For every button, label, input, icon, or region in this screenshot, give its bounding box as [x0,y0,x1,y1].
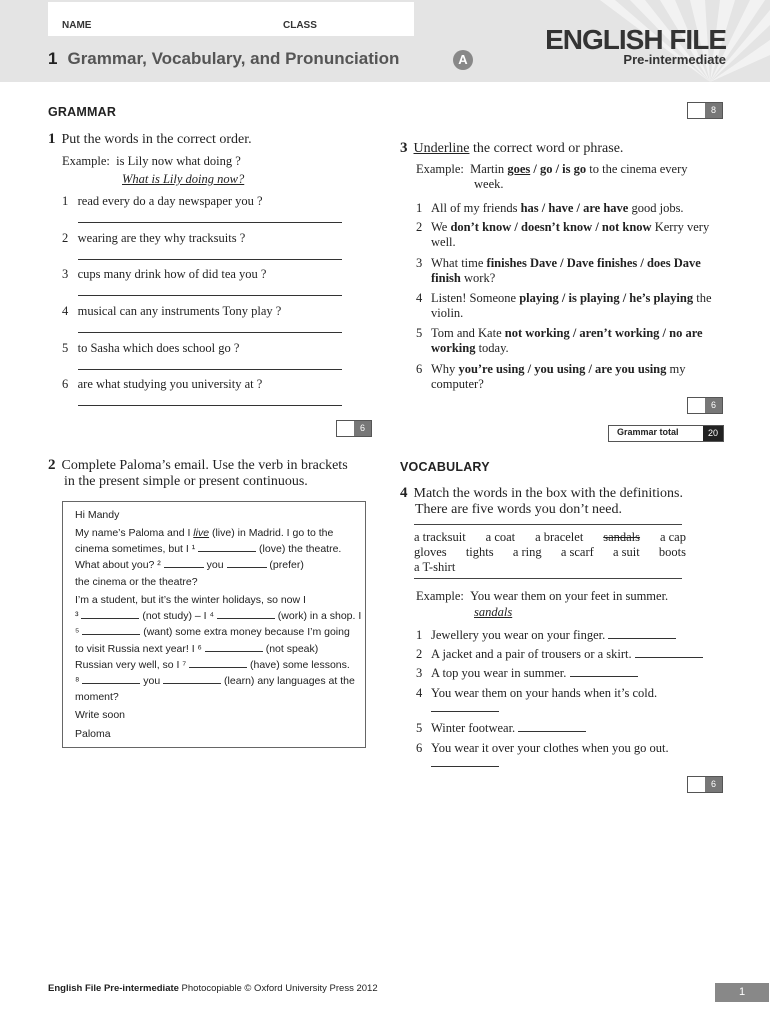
email-paragraph-1 [75,525,363,590]
text: today. [475,341,509,355]
answer-line[interactable] [78,332,342,333]
q4-example [416,589,668,604]
text: good jobs. [628,201,684,215]
item-text: musical can any instruments Tony play ? [77,304,282,318]
q4-item [416,647,726,662]
word-option: a coat [485,530,516,544]
item-number: 6 [416,362,423,376]
q3-item [416,256,726,286]
text: I’m a student, but it’s the winter holidays, so now I [75,594,306,606]
q4-example-answer: sandals [474,605,513,619]
answer-line[interactable] [608,628,676,639]
q3-item [416,220,726,250]
item-text: Jewellery you wear on your finger. [431,628,606,642]
vocabulary-heading: VOCABULARY [400,460,490,474]
text: Martin [470,162,508,176]
name-class-box [48,2,414,36]
text: to the cinema every [586,162,688,176]
example-options: / go / is go [530,162,587,176]
word-box-top-rule [414,524,682,525]
text: (work) in a shop. I [274,610,362,623]
gap-blank[interactable] [198,542,256,552]
word-option: a bracelet [535,530,584,544]
text: My name’s Paloma and I [75,527,194,539]
text: We [431,220,451,234]
word-box-bottom-rule [414,578,682,579]
footer-copyright [48,983,378,994]
q3-item [416,291,726,321]
word-row [414,545,686,560]
score-value: 6 [354,421,371,436]
item-number: 3 [416,256,423,270]
item-number: 2 [416,647,423,661]
answer-line[interactable] [518,721,586,732]
q1-item [62,377,262,392]
text: ⁵ [75,626,80,639]
q2-number: 2 [48,457,56,473]
q4-number: 4 [400,485,408,501]
example-text: You wear them on your feet in summer. [470,589,669,603]
answer-line[interactable] [431,701,499,712]
item-number: 5 [416,326,423,340]
item-number: 6 [416,741,423,755]
q2-instruction-line2: in the present simple or present continuous. [64,474,308,489]
item-number: 4 [416,686,423,700]
text: (prefer) [266,559,304,572]
q3-instruction-text: the correct word or phrase. [469,141,624,156]
q2-instruction [48,457,378,490]
q3-item [416,326,726,356]
name-label: NAME [62,20,92,31]
word-option: a T-shirt [414,560,456,574]
score-value: 6 [705,777,722,792]
option-choices[interactable]: don’t know / doesn’t know / not know [450,220,652,234]
q1-number: 1 [48,131,56,147]
word-row [414,560,686,575]
text: Kerry very well. [431,220,710,249]
q4-score [687,776,723,793]
q1-instruction-text: Put the words in the correct order. [61,132,252,147]
item-text: A jacket and a pair of trousers or a skirt. [431,647,632,661]
q1-item [62,231,245,246]
text: (learn) any languages at the [221,675,355,688]
item-number: 1 [62,194,69,208]
example-words: is Lily now what doing ? [116,154,241,168]
text: my computer? [431,362,686,391]
item-number: 3 [416,666,423,680]
gap-blank[interactable] [189,658,247,668]
option-choices[interactable]: has / have / are have [520,201,629,215]
example-answer: goes [507,162,531,176]
text: (not speak) [262,642,319,655]
item-number: 5 [62,341,69,355]
answer-line[interactable] [635,647,703,658]
word-option: a tracksuit [414,530,466,544]
unit-number: 1 [48,49,58,68]
score-value: 6 [705,398,722,413]
item-number: 2 [416,220,423,234]
answer-line[interactable] [78,405,342,406]
item-text: Winter footwear. [431,721,516,735]
gap-blank[interactable] [227,558,267,568]
answer-line[interactable] [78,259,342,260]
email-name: Paloma [75,728,111,740]
item-text: You wear it over your clothes when you go out. [431,741,669,755]
q4-item [416,628,726,643]
q1-instruction [48,131,252,148]
item-number: 1 [416,628,423,642]
email-paragraph-2 [75,592,363,705]
score-value: 8 [705,103,722,118]
email-greeting: Hi Mandy [75,509,120,521]
text: Listen! Someone [431,291,520,305]
option-choices[interactable]: you’re using / you using / are you using [458,362,667,376]
q1-item [62,267,266,282]
footer-book: English File Pre-intermediate [48,983,179,994]
grammar-total-score: 20 [703,426,723,441]
text: (love) the theatre. [256,543,342,556]
word-option: a ring [512,545,542,559]
q2-instruction-line1: Complete Paloma’s email. Use the verb in brackets [61,458,348,473]
book-title: ENGLISH FILE [545,24,726,55]
q3-underline-word: Underline [413,141,470,156]
q3-item [416,362,726,392]
text: Tom and Kate [431,326,505,340]
text: Russian very well, so I ⁷ [75,658,187,671]
example-label: Example: [416,589,464,603]
answer-line[interactable] [431,756,499,767]
example-label: Example: [416,162,464,176]
text: week. [474,177,504,191]
word-row [414,530,686,545]
q3-number: 3 [400,140,408,156]
word-option: boots [658,545,686,559]
example-answer: live [193,527,210,539]
text: (not study) – I ⁴ [139,610,214,623]
word-option: gloves [414,545,447,559]
item-text: You wear them on your hands when it’s cold. [431,686,658,700]
option-choices[interactable]: not working / aren’t working / no are working [431,326,703,355]
q3-score [687,397,723,414]
q4-instruction-line1: Match the words in the box with the definitions. [413,486,683,501]
text: (have) some lessons. [247,658,350,671]
text: you [140,675,161,688]
gap-blank[interactable] [164,558,204,568]
q4-item [416,721,726,736]
answer-line[interactable] [570,666,638,677]
text: (want) some extra money because I’m going [140,626,350,639]
q1-example [62,154,241,169]
class-label: CLASS [283,20,317,31]
item-number: 3 [62,267,69,281]
example-label: Example: [62,154,110,168]
q1-example-answer: What is Lily doing now? [122,172,245,186]
option-choices[interactable]: finishes Dave / Dave finishes / does Dave finish [431,256,701,285]
text: work? [460,271,496,285]
text: What about you? ² [75,559,161,572]
word-option: a cap [659,530,686,544]
item-number: 2 [62,231,69,245]
q4-instruction [400,485,730,518]
text: the cinema or the theatre? [75,575,198,588]
item-text: to Sasha which does school go ? [77,341,240,355]
word-box [414,530,686,575]
word-option-crossed: sandals [603,530,641,544]
q1-item [62,341,239,356]
unit-title [48,49,399,69]
page-number: 1 [715,983,769,1002]
item-number: 1 [416,201,423,215]
text: All of my friends [431,201,521,215]
text: to visit Russia next year! I ⁶ [75,642,202,655]
text: ³ [75,610,79,623]
email-signoff: Write soon [75,709,125,721]
item-text: A top you wear in summer. [431,666,567,680]
grammar-heading: GRAMMAR [48,105,117,119]
grammar-total-label: Grammar total [617,427,679,437]
q4-item [416,741,726,771]
book-level: Pre-intermediate [623,52,726,67]
option-choices[interactable]: playing / is playing / he’s playing [519,291,694,305]
q3-item [416,201,726,216]
word-option: tights [465,545,494,559]
item-text: cups many drink how of did tea you ? [77,267,267,281]
item-text: are what studying you university at ? [77,377,263,391]
gap-blank[interactable] [82,674,140,684]
text: moment? [75,691,119,704]
item-number: 4 [62,304,69,318]
gap-blank[interactable] [217,609,275,619]
item-number: 4 [416,291,423,305]
text: (live) in Madrid. I go to the [209,527,334,539]
text: you [203,559,224,572]
text: the violin. [431,291,712,320]
q3-instruction [400,140,623,157]
answer-line[interactable] [78,369,342,370]
item-text: wearing are they why tracksuits ? [77,231,246,245]
gap-blank[interactable] [81,609,139,619]
item-number: 5 [416,721,423,735]
text: ⁸ [75,675,80,688]
answer-line[interactable] [78,222,342,223]
gap-blank[interactable] [82,625,140,635]
gap-blank[interactable] [163,674,221,684]
q4-instruction-line2: There are five words you don’t need. [415,502,622,517]
grammar-total-box [608,425,724,442]
q1-item [62,304,281,319]
q3-example [416,162,726,192]
q1-score [336,420,372,437]
answer-line[interactable] [78,295,342,296]
text: What time [431,256,487,270]
word-option: a suit [612,545,640,559]
q4-item [416,666,726,681]
q4-item [416,686,726,716]
text: cinema sometimes, but I ¹ [75,543,196,556]
footer-rest: Photocopiable © Oxford University Press 2012 [178,983,378,994]
word-option: a scarf [560,545,594,559]
version-badge: A [453,50,473,70]
grammar-section-score [687,102,723,119]
item-text: read every do a day newspaper you ? [77,194,263,208]
gap-blank[interactable] [205,642,263,652]
q1-item [62,194,263,209]
unit-title-text: Grammar, Vocabulary, and Pronunciation [67,49,400,68]
item-number: 6 [62,377,69,391]
text: Why [431,362,459,376]
